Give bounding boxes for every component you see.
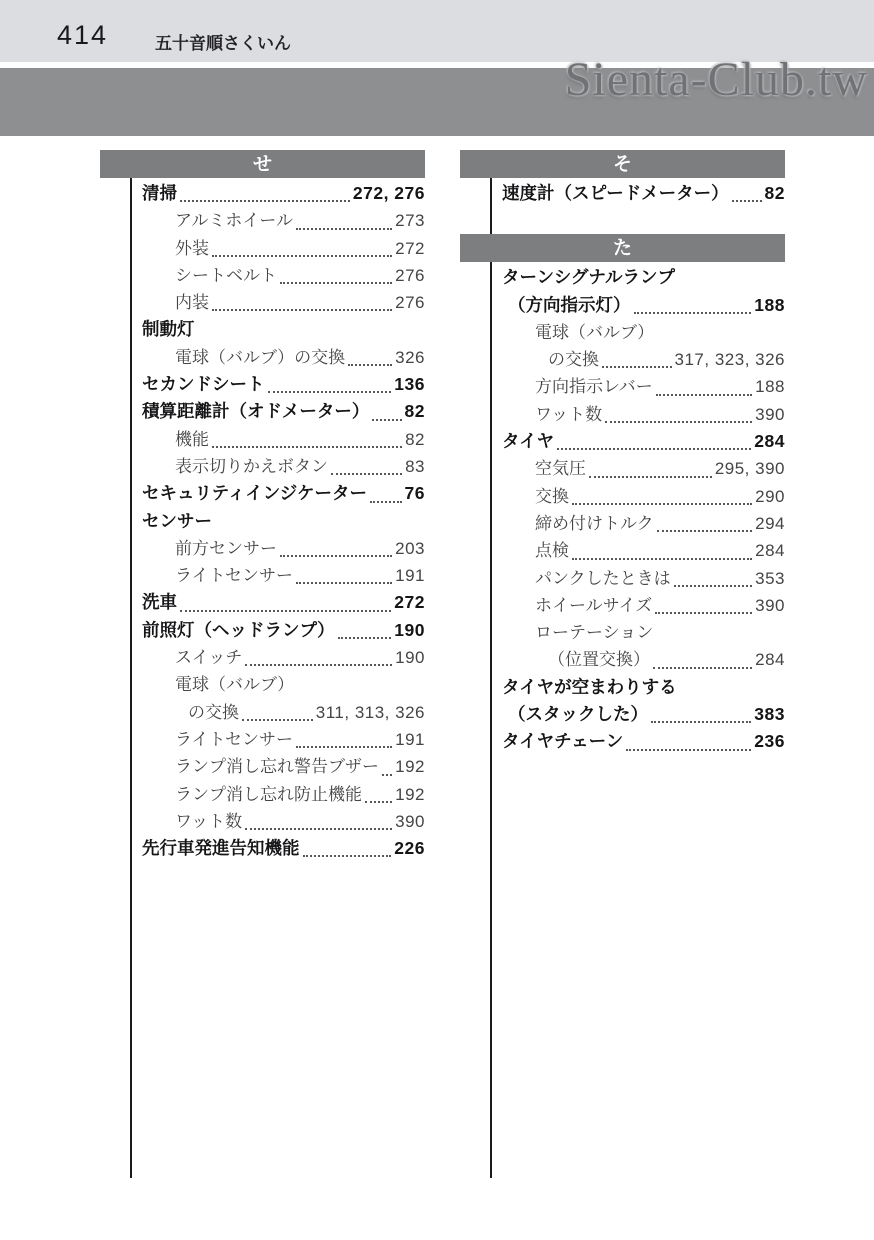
entry-label: 先行車発進告知機能 xyxy=(142,838,300,859)
entry-label: ランプ消し忘れ警告ブザー xyxy=(175,757,379,777)
entry-page-number: 272, 276 xyxy=(352,183,425,203)
index-entry xyxy=(142,562,425,589)
index-entry xyxy=(142,835,425,862)
entry-page-number: 83 xyxy=(405,456,425,476)
index-entry xyxy=(502,264,785,291)
dot-leader xyxy=(296,582,392,584)
index-entry xyxy=(142,262,425,289)
index-entry xyxy=(502,483,785,510)
dot-leader xyxy=(245,828,392,830)
entry-label: ライトセンサー xyxy=(175,729,293,749)
entry-page-number: 226 xyxy=(394,838,425,859)
entry-label: シートベルト xyxy=(175,265,277,285)
page-number: 414 xyxy=(57,20,109,50)
entry-label: 締め付けトルク xyxy=(535,513,654,533)
entry-page-number: 82 xyxy=(405,429,425,449)
entry-label: 電球（バルブ）の交換 xyxy=(175,347,346,367)
index-entry xyxy=(502,455,785,482)
dot-leader xyxy=(651,721,751,723)
entry-label: ライトセンサー xyxy=(175,566,293,586)
entry-page-number: 190 xyxy=(395,648,425,668)
section-header-bar xyxy=(100,150,425,178)
index-entry xyxy=(142,671,425,698)
dot-leader xyxy=(572,558,752,560)
index-entry xyxy=(142,316,425,343)
entry-label: 機能 xyxy=(175,429,209,449)
index-section-せ xyxy=(100,150,425,862)
entry-page-number: 136 xyxy=(394,374,425,395)
entry-page-number: 284 xyxy=(754,431,785,452)
entry-label: 前照灯（ヘッドランプ） xyxy=(142,619,335,640)
dot-leader xyxy=(605,421,752,423)
dot-leader xyxy=(382,774,392,776)
entry-page-number: 191 xyxy=(395,566,425,586)
dot-leader xyxy=(572,503,752,505)
entry-label: パンクしたときは xyxy=(535,568,671,588)
index-entry xyxy=(142,426,425,453)
entry-label: ホイールサイズ xyxy=(535,595,653,615)
dot-leader xyxy=(372,419,401,421)
entry-page-number: 203 xyxy=(395,538,425,558)
entry-label: 積算距離計（オドメーター） xyxy=(142,401,370,422)
dot-leader xyxy=(296,228,392,230)
index-entry xyxy=(502,428,785,455)
index-entry xyxy=(502,373,785,400)
entry-page-number: 295, 390 xyxy=(714,459,785,479)
index-entry xyxy=(502,701,785,728)
index-entry xyxy=(142,699,425,726)
entry-page-number: 190 xyxy=(394,619,425,640)
entry-label: （位置交換） xyxy=(548,650,650,670)
entry-label: 電球（バルブ） xyxy=(175,675,295,695)
entry-label: 内装 xyxy=(175,293,209,313)
entry-label: の交換 xyxy=(188,702,239,722)
index-entry xyxy=(502,346,785,373)
section-letter: そ xyxy=(612,153,632,175)
index-entry xyxy=(142,589,425,616)
dot-leader xyxy=(268,391,392,393)
entry-label: （方向指示灯） xyxy=(508,294,631,315)
entry-page-number: 326 xyxy=(395,347,425,367)
section-header-bar xyxy=(460,234,785,262)
section-entries xyxy=(492,262,785,755)
entry-page-number: 82 xyxy=(404,401,425,422)
index-column-right xyxy=(460,150,785,756)
entry-label: 交換 xyxy=(535,486,569,506)
entry-label: 清掃 xyxy=(142,183,177,203)
index-entry xyxy=(142,508,425,535)
entry-page-number: 353 xyxy=(755,568,785,588)
dot-leader xyxy=(348,364,392,366)
entry-label: 外装 xyxy=(175,238,209,258)
index-entry xyxy=(502,592,785,619)
page-header-title: 五十音順さくいん xyxy=(155,34,291,53)
dot-leader xyxy=(370,501,402,503)
dot-leader xyxy=(557,448,751,450)
dot-leader xyxy=(212,309,392,311)
section-entries xyxy=(132,178,425,862)
index-entry xyxy=(502,728,785,755)
index-entry xyxy=(142,480,425,507)
index-entry xyxy=(142,753,425,780)
entry-label: 表示切りかえボタン xyxy=(175,456,328,476)
index-entry xyxy=(142,781,425,808)
index-entry xyxy=(502,180,785,207)
dot-leader xyxy=(338,637,392,639)
entry-label: ワット数 xyxy=(175,811,243,831)
dot-leader xyxy=(331,473,402,475)
index-entry xyxy=(142,398,425,425)
dot-leader xyxy=(212,255,392,257)
entry-label: の交換 xyxy=(548,350,599,370)
dot-leader xyxy=(245,664,392,666)
dot-leader xyxy=(296,746,392,748)
dot-leader xyxy=(657,530,752,532)
entry-page-number: 276 xyxy=(395,293,425,313)
dot-leader xyxy=(242,719,313,721)
section-letter: た xyxy=(612,237,632,259)
dot-leader xyxy=(365,801,392,803)
index-entry xyxy=(142,207,425,234)
index-section-そ xyxy=(460,150,785,207)
entry-page-number: 272 xyxy=(394,592,425,613)
entry-page-number: 284 xyxy=(755,541,785,561)
index-entry xyxy=(142,617,425,644)
entry-label: 前方センサー xyxy=(175,538,277,558)
section-letter: せ xyxy=(252,153,272,175)
section-entries xyxy=(492,178,785,207)
dot-leader xyxy=(626,749,751,751)
index-entry xyxy=(502,401,785,428)
entry-label: ランプ消し忘れ防止機能 xyxy=(175,784,362,804)
entry-page-number: 294 xyxy=(755,513,785,533)
index-column-left xyxy=(100,150,425,862)
entry-page-number: 311, 313, 326 xyxy=(315,702,425,722)
entry-page-number: 188 xyxy=(755,377,785,397)
entry-label: アルミホイール xyxy=(175,211,293,231)
index-entry xyxy=(142,808,425,835)
entry-label: 制動灯 xyxy=(142,319,195,340)
index-entry xyxy=(502,510,785,537)
entry-label: 点検 xyxy=(535,541,569,561)
dot-leader xyxy=(674,585,752,587)
index-entry xyxy=(142,344,425,371)
dot-leader xyxy=(732,200,762,202)
entry-label: 速度計（スピードメーター） xyxy=(502,183,729,203)
entry-page-number: 276 xyxy=(395,265,425,285)
index-entry xyxy=(502,565,785,592)
entry-page-number: 390 xyxy=(755,595,785,615)
entry-page-number: 188 xyxy=(754,294,785,315)
entry-page-number: 390 xyxy=(755,404,785,424)
index-entry xyxy=(142,180,425,207)
index-entry xyxy=(502,674,785,701)
index-entry xyxy=(142,535,425,562)
entry-label: セカンドシート xyxy=(142,374,265,395)
index-entry xyxy=(142,371,425,398)
index-entry xyxy=(502,319,785,346)
index-entry xyxy=(502,646,785,673)
watermark-text: Sienta-Club.tw xyxy=(564,53,868,106)
index-entry xyxy=(142,726,425,753)
dot-leader xyxy=(589,476,712,478)
index-entry xyxy=(142,289,425,316)
entry-label: セキュリティインジケーター xyxy=(142,483,367,504)
entry-page-number: 192 xyxy=(395,784,425,804)
entry-page-number: 317, 323, 326 xyxy=(674,350,785,370)
entry-page-number: 273 xyxy=(395,211,425,231)
index-entry xyxy=(142,235,425,262)
entry-label: 電球（バルブ） xyxy=(535,322,655,342)
entry-page-number: 383 xyxy=(754,704,785,725)
entry-page-number: 82 xyxy=(764,183,785,203)
index-entry xyxy=(142,453,425,480)
entry-page-number: 390 xyxy=(395,811,425,831)
section-header-bar xyxy=(460,150,785,178)
entry-label: タイヤチェーン xyxy=(502,731,624,752)
entry-page-number: 236 xyxy=(754,731,785,752)
dot-leader xyxy=(212,446,402,448)
index-entry xyxy=(502,537,785,564)
entry-page-number: 76 xyxy=(404,483,425,504)
dot-leader xyxy=(655,612,752,614)
entry-label: 洗車 xyxy=(142,592,177,613)
index-entry xyxy=(502,619,785,646)
entry-page-number: 272 xyxy=(395,238,425,258)
dot-leader xyxy=(653,667,752,669)
dot-leader xyxy=(303,855,392,857)
entry-label: （スタックした） xyxy=(508,704,648,725)
dot-leader xyxy=(180,200,350,202)
entry-label: ローテーション xyxy=(535,623,654,643)
dot-leader xyxy=(656,394,752,396)
entry-label: 空気圧 xyxy=(535,459,586,479)
index-entry xyxy=(142,644,425,671)
dot-leader xyxy=(602,366,672,368)
dot-leader xyxy=(280,282,392,284)
entry-page-number: 290 xyxy=(755,486,785,506)
entry-page-number: 191 xyxy=(395,729,425,749)
index-section-た xyxy=(460,234,785,755)
entry-label: タイヤ xyxy=(502,431,555,452)
entry-label: スイッチ xyxy=(175,648,243,668)
dot-leader xyxy=(634,312,752,314)
entry-label: ターンシグナルランプ xyxy=(502,267,675,288)
dot-leader xyxy=(280,555,392,557)
entry-page-number: 284 xyxy=(755,650,785,670)
entry-label: 方向指示レバー xyxy=(535,377,653,397)
entry-page-number: 192 xyxy=(395,757,425,777)
entry-label: ワット数 xyxy=(535,404,603,424)
entry-label: タイヤが空まわりする xyxy=(502,676,677,697)
dot-leader xyxy=(180,610,391,612)
entry-label: センサー xyxy=(142,510,212,531)
index-entry xyxy=(502,292,785,319)
